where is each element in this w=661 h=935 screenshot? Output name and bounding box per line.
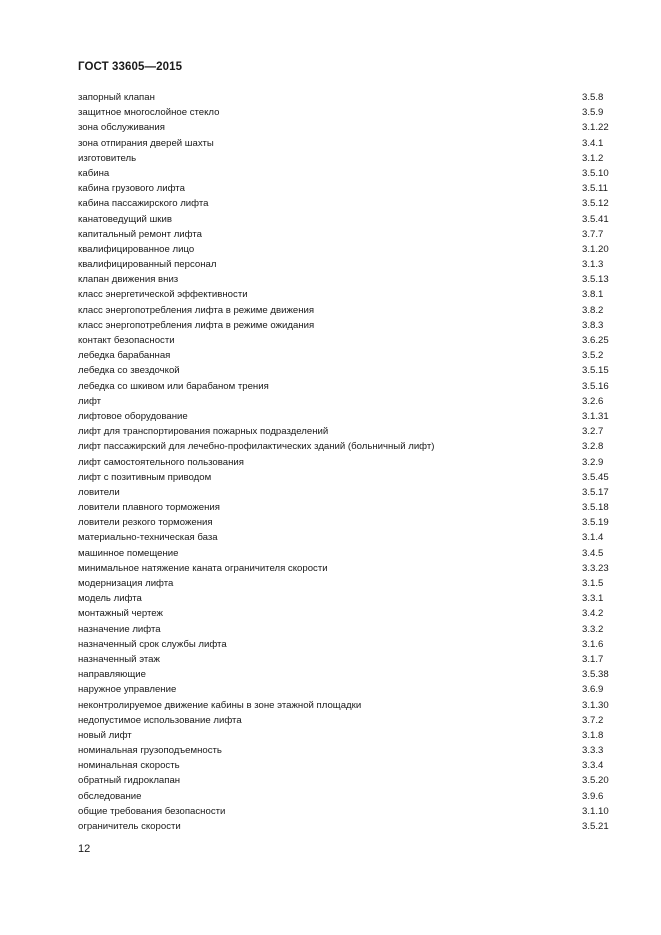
index-term: клапан движения вниз <box>78 274 179 286</box>
index-term: модель лифта <box>78 593 142 605</box>
index-entry <box>78 196 610 211</box>
index-reference: 3.2.8 <box>582 441 604 453</box>
page-number: 12 <box>78 843 91 855</box>
index-entry <box>78 439 610 454</box>
index-entry <box>78 272 610 287</box>
index-reference: 3.9.6 <box>582 790 604 802</box>
index-reference: 3.5.21 <box>582 821 609 832</box>
index-reference: 3.5.10 <box>582 167 609 179</box>
index-term: лифт для транспортирования пожарных подразделений <box>78 426 329 438</box>
index-entry <box>78 90 610 105</box>
index-term: наружное управление <box>78 684 177 696</box>
index-entry <box>78 181 610 196</box>
index-reference: 3.5.38 <box>582 669 609 681</box>
index-entry <box>78 227 610 242</box>
index-reference: 3.1.10 <box>582 805 609 817</box>
index-entry <box>78 120 610 135</box>
index-entry <box>78 713 610 728</box>
index-term: кабина <box>78 167 110 179</box>
index-entry <box>78 318 610 333</box>
index-term: лебедка со звездочкой <box>78 365 180 377</box>
index-entry <box>78 743 610 758</box>
index-entry <box>78 698 610 713</box>
index-reference: 3.5.45 <box>582 471 609 483</box>
index-term: ловители <box>78 486 120 498</box>
index-term: номинальная грузоподъемность <box>78 745 222 757</box>
index-entry <box>78 151 610 166</box>
index-reference: 3.3.2 <box>582 623 604 635</box>
index-reference: 3.1.5 <box>582 578 604 589</box>
alphabetical-index <box>78 90 610 834</box>
index-reference: 3.5.41 <box>582 213 609 225</box>
index-term: обследование <box>78 790 142 802</box>
index-reference: 3.4.2 <box>582 608 604 620</box>
index-entry <box>78 682 610 697</box>
index-term: обратный гидроклапан <box>78 775 181 787</box>
index-entry <box>78 515 610 530</box>
index-entry <box>78 303 610 318</box>
index-reference: 3.4.5 <box>582 547 604 559</box>
index-entry <box>78 758 610 773</box>
index-entry <box>78 773 610 788</box>
index-reference: 3.2.6 <box>582 395 604 407</box>
index-reference: 3.3.23 <box>582 562 609 574</box>
index-entry <box>78 622 610 637</box>
index-entry <box>78 333 610 348</box>
index-reference: 3.5.8 <box>582 92 604 103</box>
index-term: материально-техническая база <box>78 532 218 544</box>
index-term: неконтролируемое движение кабины в зоне этажной площадки <box>78 699 362 711</box>
index-term: ловители плавного торможения <box>78 502 220 514</box>
index-entry <box>78 606 610 621</box>
index-reference: 3.8.1 <box>582 289 604 301</box>
index-term: лебедка со шкивом или барабаном трения <box>78 380 269 392</box>
index-reference: 3.3.4 <box>582 760 604 772</box>
index-term: квалифицированный персонал <box>78 259 217 271</box>
index-entry <box>78 804 610 819</box>
index-reference: 3.1.7 <box>582 653 604 665</box>
index-entry <box>78 819 610 834</box>
index-entry <box>78 500 610 515</box>
index-reference: 3.5.18 <box>582 502 609 514</box>
index-term: канатоведущий шкив <box>78 213 172 225</box>
index-term: кабина грузового лифта <box>78 183 185 195</box>
index-term: ловители резкого торможения <box>78 517 213 529</box>
index-reference: 3.5.20 <box>582 775 609 787</box>
index-term: класс энергопотребления лифта в режиме движения <box>78 304 315 316</box>
index-reference: 3.1.22 <box>582 122 609 134</box>
index-entry <box>78 728 610 743</box>
index-reference: 3.1.31 <box>582 410 609 422</box>
index-entry <box>78 394 610 409</box>
index-term: защитное многослойное стекло <box>78 107 220 119</box>
index-reference: 3.5.2 <box>582 350 604 362</box>
index-term: класс энергетической эффективности <box>78 289 248 301</box>
index-reference: 3.5.19 <box>582 517 609 529</box>
index-reference: 3.5.12 <box>582 198 609 210</box>
index-reference: 3.1.8 <box>582 729 604 741</box>
index-reference: 3.7.7 <box>582 228 604 240</box>
index-term: назначенный этаж <box>78 653 160 665</box>
index-reference: 3.5.15 <box>582 365 609 377</box>
index-reference: 3.8.3 <box>582 319 604 331</box>
index-reference: 3.1.2 <box>582 152 604 164</box>
index-term: запорный клапан <box>78 92 155 103</box>
index-entry <box>78 561 610 576</box>
index-entry <box>78 576 610 591</box>
index-term: монтажный чертеж <box>78 608 163 620</box>
index-reference: 3.3.3 <box>582 745 604 757</box>
index-reference: 3.2.9 <box>582 456 604 468</box>
index-entry <box>78 363 610 378</box>
index-reference: 3.1.30 <box>582 699 609 711</box>
index-reference: 3.2.7 <box>582 426 604 438</box>
index-term: назначенный срок службы лифта <box>78 638 227 650</box>
index-reference: 3.7.2 <box>582 714 604 726</box>
index-term: минимальное натяжение каната ограничителя скорости <box>78 562 328 574</box>
index-entry <box>78 409 610 424</box>
index-entry <box>78 424 610 439</box>
index-term: недопустимое использование лифта <box>78 714 242 726</box>
index-reference: 3.5.17 <box>582 486 609 498</box>
index-reference: 3.1.20 <box>582 243 609 255</box>
index-term: контакт безопасности <box>78 335 175 346</box>
index-reference: 3.1.3 <box>582 259 604 271</box>
index-term: изготовитель <box>78 152 137 164</box>
index-entry <box>78 591 610 606</box>
index-term: назначение лифта <box>78 623 161 635</box>
index-entry <box>78 470 610 485</box>
index-reference: 3.5.16 <box>582 380 609 392</box>
index-entry <box>78 379 610 394</box>
index-entry <box>78 242 610 257</box>
index-entry <box>78 546 610 561</box>
index-term: лифт пассажирский для лечебно-профилактических зданий (больничный лифт) <box>78 441 435 453</box>
index-term: квалифицированное лицо <box>78 243 195 255</box>
index-term: лифт с позитивным приводом <box>78 471 212 483</box>
index-term: лифт <box>78 395 102 407</box>
index-entry <box>78 212 610 227</box>
index-reference: 3.6.9 <box>582 684 604 696</box>
index-reference: 3.1.6 <box>582 638 604 650</box>
index-entry <box>78 485 610 500</box>
index-term: направляющие <box>78 669 146 681</box>
index-entry <box>78 348 610 363</box>
index-term: модернизация лифта <box>78 578 174 589</box>
index-term: номинальная скорость <box>78 760 180 772</box>
index-entry <box>78 652 610 667</box>
index-term: лифтовое оборудование <box>78 410 188 422</box>
index-entry <box>78 530 610 545</box>
index-entry <box>78 105 610 120</box>
index-term: машинное помещение <box>78 547 179 559</box>
index-reference: 3.5.11 <box>582 183 608 195</box>
index-reference: 3.5.9 <box>582 107 604 119</box>
index-reference: 3.5.13 <box>582 274 609 286</box>
index-reference: 3.8.2 <box>582 304 604 316</box>
index-reference: 3.1.4 <box>582 532 604 544</box>
index-term: зона отпирания дверей шахты <box>78 137 214 149</box>
index-reference: 3.4.1 <box>582 137 604 149</box>
index-entry <box>78 667 610 682</box>
index-reference: 3.6.25 <box>582 335 609 346</box>
index-term: капитальный ремонт лифта <box>78 228 202 240</box>
index-reference: 3.3.1 <box>582 593 604 605</box>
index-term: новый лифт <box>78 729 132 741</box>
index-term: ограничитель скорости <box>78 821 181 832</box>
index-entry <box>78 637 610 652</box>
index-entry <box>78 789 610 804</box>
index-entry <box>78 166 610 181</box>
index-entry <box>78 287 610 302</box>
document-header: ГОСТ 33605—2015 <box>78 61 183 73</box>
index-term: лебедка барабанная <box>78 350 171 362</box>
index-entry <box>78 257 610 272</box>
index-term: кабина пассажирского лифта <box>78 198 209 210</box>
index-term: общие требования безопасности <box>78 805 226 817</box>
index-term: лифт самостоятельного пользования <box>78 456 244 468</box>
index-entry <box>78 136 610 151</box>
index-term: класс энергопотребления лифта в режиме ожидания <box>78 319 315 331</box>
index-entry <box>78 455 610 470</box>
index-term: зона обслуживания <box>78 122 165 134</box>
